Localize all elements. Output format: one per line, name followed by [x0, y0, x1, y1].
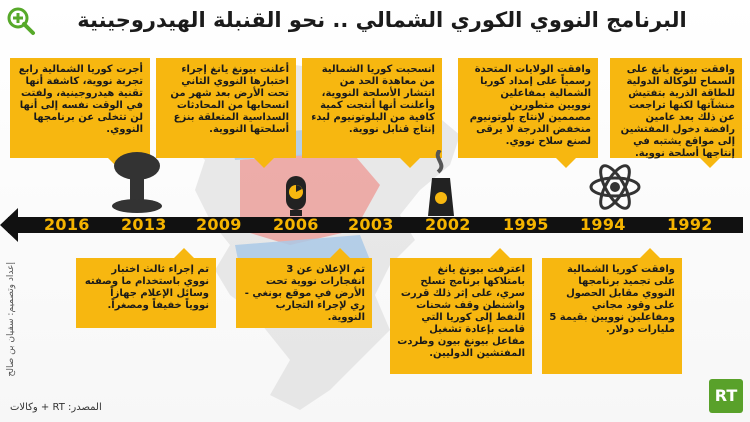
year-1994: 1994	[580, 215, 626, 234]
year-2002: 2002	[425, 215, 471, 234]
event-box-1992: وافقت بيونغ يانغ على السماح للوكالة الدولية للطاقة الذرية بتفتيش منشآتها لكنها تراجعت عن ذلك بعد عامين رافضة دخول المفتشين إلى مواقع يشتبه في إنتاجها أسلحة نووية.	[610, 58, 742, 158]
zoom-in-icon[interactable]	[6, 6, 36, 36]
mushroom-cloud-icon	[110, 150, 164, 214]
year-2003: 2003	[348, 215, 394, 234]
reactor-tower-icon	[424, 150, 458, 216]
event-box-1994: وافقت كوريا الشمالية على تجميد برنامجها النووي مقابل الحصول على وقود مجاني ومفاعلين نوويين بقيمة 5 مليارات دولار.	[542, 258, 682, 374]
source-label: المصدر: RT + وكالات	[10, 402, 102, 413]
event-box-2002: اعترفت بيونغ يانغ بامتلاكها برنامج تسلح سري، على إثر ذلك قررت واشنطن وقف شحنات النفط إلى كوريا التي قامت بإعادة تشغيل مفاعل بيونغ بيون وطردت المفتشين الدوليين.	[390, 258, 532, 374]
year-1995: 1995	[503, 215, 549, 234]
year-2009: 2009	[196, 215, 242, 234]
year-1992: 1992	[667, 215, 713, 234]
rt-logo: RT	[709, 379, 743, 413]
atom-icon	[588, 160, 642, 214]
event-box-2006: تم الإعلان عن 3 انفجارات نووية تحت الأرض في موقع بونغي - ري لإجراء التجارب النووية.	[236, 258, 372, 328]
event-box-2016: أجرت كوريا الشمالية رابع تجربة نووية، كاشفة أنها تقنية هيدروجينية، ولفتت في الوقت نفسه إلى أنها لن تتخلى عن برنامجها النووي.	[10, 58, 150, 158]
event-box-2009: أعلنت بيونغ يانغ إجراء اختبارها النووي الثاني تحت الأرض بعد شهر من انسحابها من المحادثات السداسية المتعلقة بنزع أسلحتها النووية.	[156, 58, 296, 158]
design-credit: إعداد وتصميم: سفيان بن صالح	[6, 262, 16, 377]
event-box-2003: انسحبت كوريا الشمالية من معاهدة الحد من انتشار الأسلحة النووية، وأعلنت أنها أنتجت كمية كافية من البلوتونيوم لبدء إنتاج قنابل نووية.	[302, 58, 442, 158]
event-box-1995: وافقت الولايات المتحدة رسمياً على إمداد كوريا الشمالية بمفاعلين نوويين متطورين مصممين لإنتاج بلوتونيوم منخفض الدرجة لا يرقى لصنع سلاح نووي.	[458, 58, 598, 158]
event-box-2013: تم إجراء ثالث اختبار نووي باستخدام ما وصفته وسائل الإعلام جهازاً نووياً خفيفاً ومصغراً.	[76, 258, 216, 328]
year-2016: 2016	[44, 215, 90, 234]
year-2013: 2013	[121, 215, 167, 234]
page-title: البرنامج النووي الكوري الشمالي .. نحو القنبلة الهيدروجينية	[77, 8, 687, 32]
nuclear-bomb-icon	[280, 176, 312, 216]
year-2006: 2006	[273, 215, 319, 234]
